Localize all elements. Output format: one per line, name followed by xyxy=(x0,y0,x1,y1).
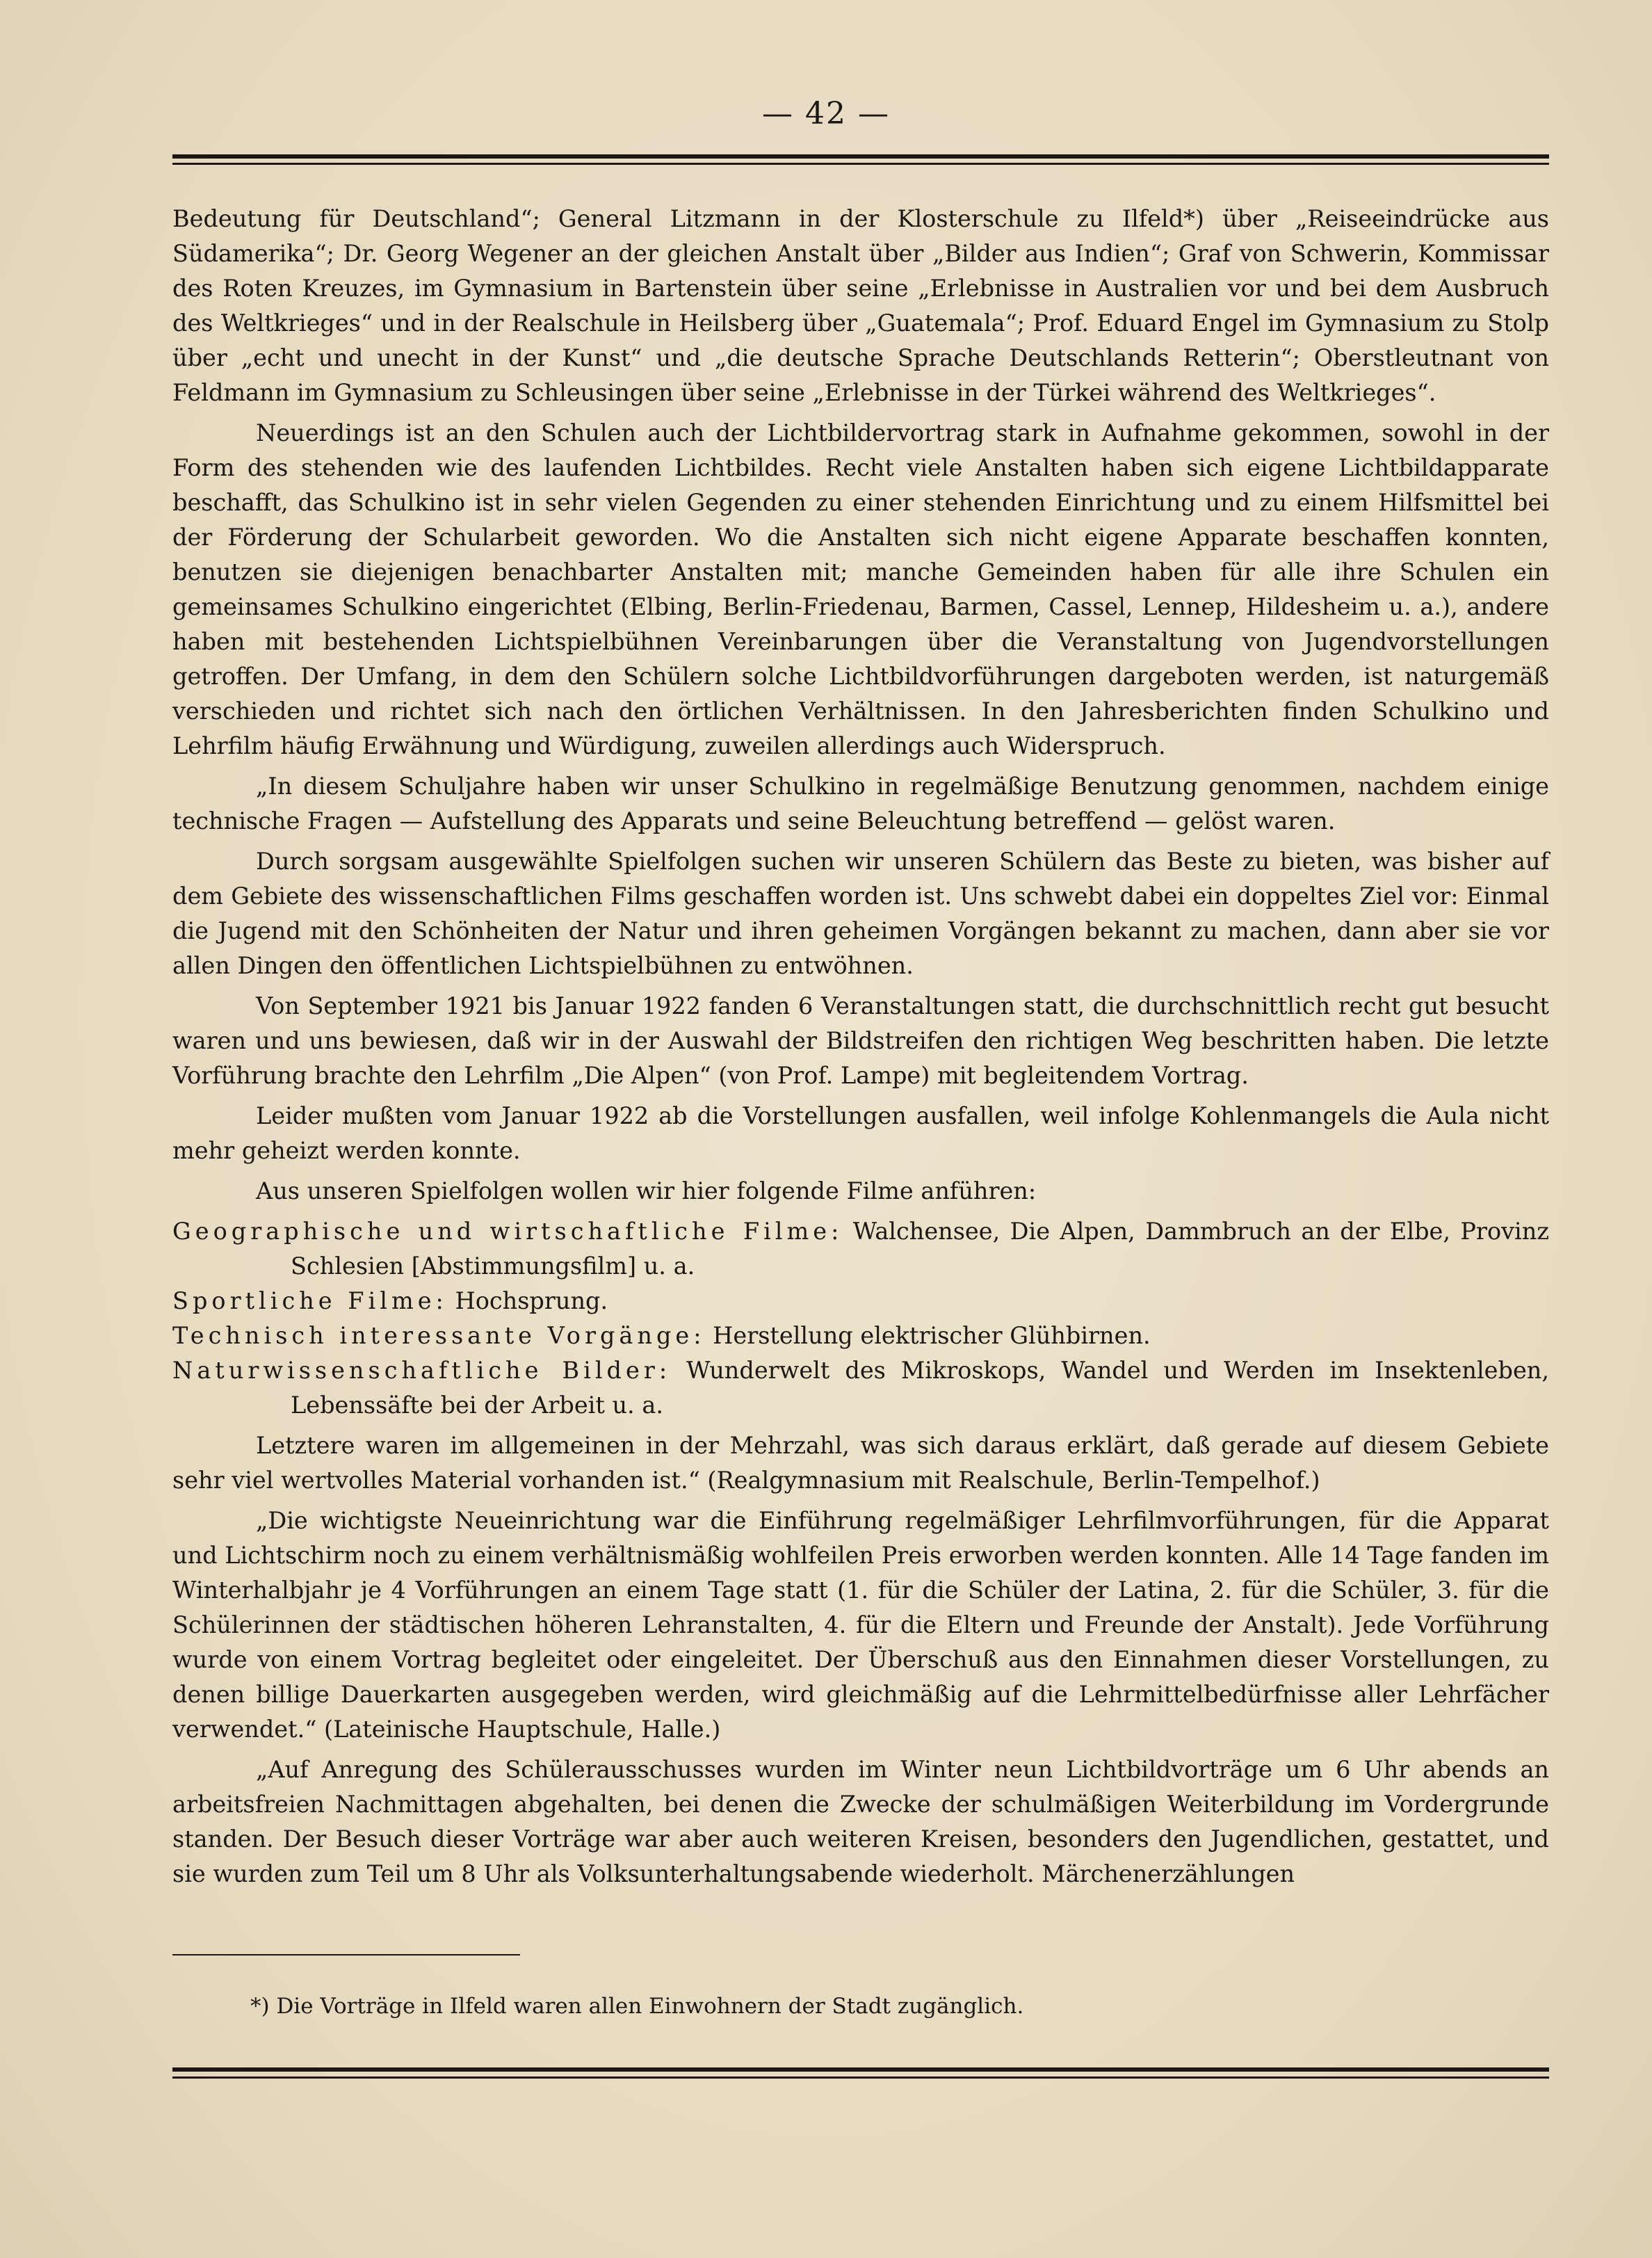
paragraph: „In diesem Schuljahre haben wir unser Schulkino in regelmäßige Benutzung genommen, nachdem einige technische Fragen — Aufstellung des Apparats und seine Beleuchtung betreffend — gelöst waren. xyxy=(172,773,1549,834)
paragraph: Aus unseren Spielfolgen wollen wir hier folgende Filme anführen: xyxy=(256,1177,1037,1204)
list-items: Herstellung elektrischer Glühbirnen. xyxy=(713,1322,1151,1349)
footer-rule-thin xyxy=(172,2076,1549,2079)
paragraph: Neuerdings ist an den Schulen auch der Lichtbildervortrag stark in Aufnahme gekommen, sowohl in der Form des stehenden wie des laufenden Lichtbildes. Recht viele Anstalten haben sich eigene Lichtbildapparate beschafft, das Schulkino ist in sehr vielen Gegenden zu einer stehenden Einrichtung und zu einem Hilfsmittel bei der Förderung der Schularbeit geworden. Wo die Anstalten sich nicht eigene Apparate beschaffen konnten, benutzen sie diejenigen benachbarter Anstalten mit; manche Gemeinden haben für alle ihre Schulen ein gemeinsames Schulkino eingerichtet (Elbing, Berlin-Friedenau, Barmen, Cassel, Lennep, Hildesheim u. a.), andere haben mit bestehenden Lichtspielbühnen Vereinbarungen über die Veranstaltung von Jugendvorstellungen getroffen. Der Umfang, in dem den Schülern solche Lichtbildvorführungen dargeboten werden, ist naturgemäß verschieden und richtet sich nach den örtlichen Verhältnissen. In den Jahresberichten finden Schulkino und Lehrfilm häufig Erwähnung und Würdigung, zuweilen allerdings auch Widerspruch. xyxy=(172,419,1549,759)
list-category: Naturwissenschaftliche Bilder: xyxy=(172,1357,672,1384)
body-text xyxy=(172,202,1549,1897)
header-rule-thin xyxy=(172,163,1549,165)
list-category: Sportliche Filme: xyxy=(172,1287,448,1314)
paragraph: Bedeutung für Deutschland“; General Litzmann in der Klosterschule zu Ilfeld*) über „Reiseeindrücke aus Südamerika“; Dr. Georg Wegener an der gleichen Anstalt über „Bilder aus Indien“; Graf von Schwerin, Kommissar des Roten Kreuzes, im Gymnasium in Bartenstein über seine „Erlebnisse in Australien vor und bei dem Ausbruch des Weltkrieges“ und in der Realschule in Heilsberg über „Guatemala“; Prof. Eduard Engel im Gymnasium zu Stolp über „echt und unecht in der Kunst“ und „die deutsche Sprache Deutschlands Retterin“; Oberstleutnant von Feldmann im Gymnasium zu Schleusingen über seine „Erlebnisse in der Türkei während des Weltkrieges“. xyxy=(172,205,1549,406)
list-category: Geographische und wirtschaftliche Filme: xyxy=(172,1218,843,1245)
list-item xyxy=(172,1353,1549,1423)
list-category: Technisch interessante Vorgänge: xyxy=(172,1322,706,1349)
page-number: — 42 — xyxy=(762,96,890,131)
list-items: Wunderwelt des Mikroskops, Wandel und Werden im Insektenleben, Lebenssäfte bei der Arbeit u. a. xyxy=(291,1357,1549,1419)
list-item xyxy=(172,1214,1549,1284)
paragraph: Durch sorgsam ausgewählte Spielfolgen suchen wir unseren Schülern das Beste zu bieten, was bisher auf dem Gebiete des wissenschaftlichen Films geschaffen worden ist. Uns schwebt dabei ein doppeltes Ziel vor: Einmal die Jugend mit den Schönheiten der Natur und ihren geheimen Vorgängen bekannt zu machen, dann aber sie vor allen Dingen den öffentlichen Lichtspielbühnen zu entwöhnen. xyxy=(172,848,1549,979)
footer-rule-thick xyxy=(172,2067,1549,2072)
paragraph: Letztere waren im allgemeinen in der Mehrzahl, was sich daraus erklärt, daß gerade auf diesem Gebiete sehr viel wertvolles Material vorhanden ist.“ (Realgymnasium mit Realschule, Berlin-Tempelhof.) xyxy=(172,1432,1549,1494)
paragraph: „Auf Anregung des Schülerausschusses wurden im Winter neun Lichtbildvorträge um 6 Uhr abends an arbeitsfreien Nachmittagen abgehalten, bei denen die Zwecke der schulmäßigen Weiterbildung im Vordergrunde standen. Der Besuch dieser Vorträge war aber auch weiteren Kreisen, besonders den Jugendlichen, gestattet, und sie wurden zum Teil um 8 Uhr als Volksunterhaltungsabende wiederholt. Märchenerzählungen xyxy=(172,1756,1549,1887)
paragraph: „Die wichtigste Neueinrichtung war die Einführung regelmäßiger Lehrfilmvorführungen, für die Apparat und Lichtschirm noch zu einem verhältnismäßig wohlfeilen Preis erworben werden konnten. Alle 14 Tage fanden im Winterhalbjahr je 4 Vorführungen an einem Tage statt (1. für die Schüler der Latina, 2. für die Schüler, 3. für die Schülerinnen der städtischen höheren Lehranstalten, 4. für die Eltern und Freunde der Anstalt). Jede Vorführung wurde von einem Vortrag begleitet oder eingeleitet. Der Überschuß aus den Einnahmen dieser Vorstellungen, zu denen billige Dauerkarten ausgegeben werden, wird gleichmäßig auf die Lehrmittelbedürfnisse aller Lehrfächer verwendet.“ (Lateinische Hauptschule, Halle.) xyxy=(172,1507,1549,1743)
header-rule-thick xyxy=(172,154,1549,159)
footnote-rule xyxy=(172,1954,520,1955)
footnote: *) Die Vorträge in Ilfeld waren allen Einwohnern der Stadt zugänglich. xyxy=(250,1994,1024,2019)
list-items: Hochsprung. xyxy=(455,1287,608,1314)
list-item xyxy=(172,1318,1549,1353)
list-items: Walchensee, Die Alpen, Dammbruch an der Elbe, Provinz Schlesien [Abstimmungsfilm] u. a. xyxy=(291,1218,1549,1280)
film-list xyxy=(172,1214,1549,1423)
paragraph: Von September 1921 bis Januar 1922 fanden 6 Veranstaltungen statt, die durchschnittlich recht gut besucht waren und uns bewiesen, daß wir in der Auswahl der Bildstreifen den richtigen Weg beschritten haben. Die letzte Vorführung brachte den Lehrfilm „Die Alpen“ (von Prof. Lampe) mit begleitendem Vortrag. xyxy=(172,992,1549,1089)
list-item xyxy=(172,1284,1549,1318)
paragraph: Leider mußten vom Januar 1922 ab die Vorstellungen ausfallen, weil infolge Kohlenmangels die Aula nicht mehr geheizt werden konnte. xyxy=(172,1102,1549,1164)
